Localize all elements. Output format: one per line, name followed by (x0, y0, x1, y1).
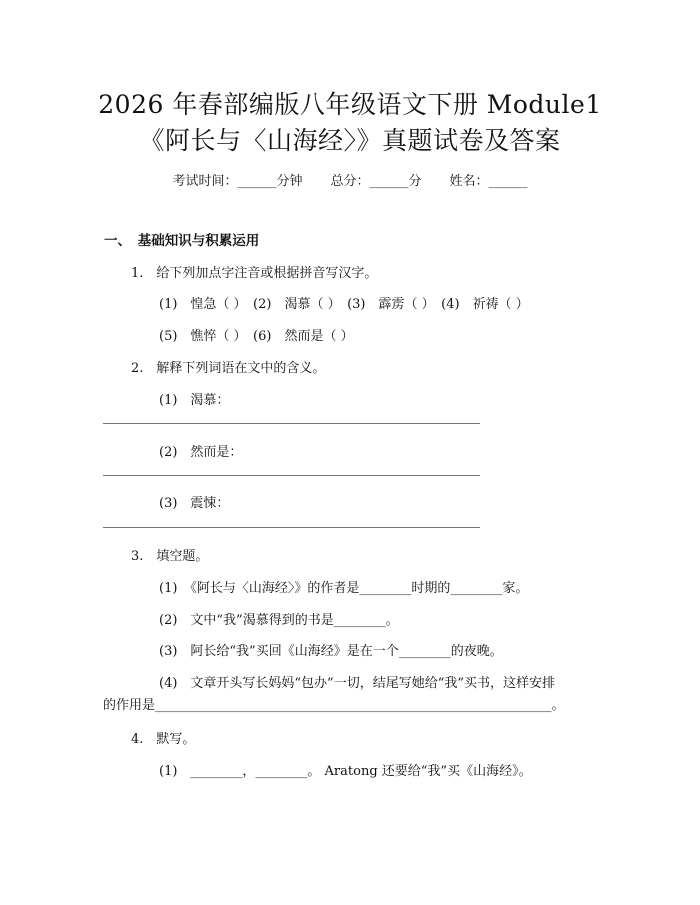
question-2-item-2: (2) 然而是： (159, 445, 243, 460)
question-1-prompt: 1. 给下列加点字注音或根据拼音写汉字。 (131, 266, 378, 281)
question-2-item-3: (3) 震悚： (159, 496, 230, 511)
exam-time-field: 考试时间：______分钟 (172, 174, 303, 189)
question-4-prompt: 4. 默写。 (131, 732, 196, 747)
document-title-line1: 2026 年春部编版八年级语文下册 Module1 (98, 90, 602, 119)
question-3-item-4-line-2: 的作用是_____________________________________________________________。 (103, 698, 565, 713)
question-3-item-3: (3) 阿长给“我”买回《山海经》是在一个________的夜晚。 (159, 644, 503, 659)
question-2-prompt: 2. 解释下列词语在文中的含义。 (131, 361, 326, 376)
question-2-item-1: (1) 渴慕： (159, 393, 230, 408)
question-3-item-1: (1) 《阿长与〈山海经〉》的作者是________时期的________家。 (159, 581, 529, 596)
answer-line (103, 527, 480, 528)
question-1-row-2: (5) 憔悴（ ） (6) 然而是（ ） (159, 329, 354, 344)
student-name-field: 姓名：______ (449, 174, 528, 189)
question-3-prompt: 3. 填空题。 (131, 549, 209, 564)
question-3-item-2: (2) 文中“我”渴慕得到的书是________。 (159, 613, 399, 628)
exam-info (0, 170, 700, 189)
question-3-item-4-line-1: (4) 文章开头写长妈妈“包办”一切，结尾写她给“我”买书，这样安排 (159, 676, 555, 691)
question-1-row-1: (1) 惶急（ ） (2) 渴慕（ ） (3) 霹雳（ ） (4) 祈祷（ ） (159, 297, 529, 312)
section-heading: 一、 基础知识与积累运用 (104, 233, 260, 249)
total-score-field: 总分：______分 (330, 174, 422, 189)
answer-line (103, 475, 480, 476)
question-4-item-1: (1) ________，________。 Aratong 还要给“我”买《山海经》。 (159, 764, 532, 779)
document-title-line2: 《阿长与〈山海经〉》真题试卷及答案 (139, 126, 561, 155)
answer-line (103, 423, 480, 424)
